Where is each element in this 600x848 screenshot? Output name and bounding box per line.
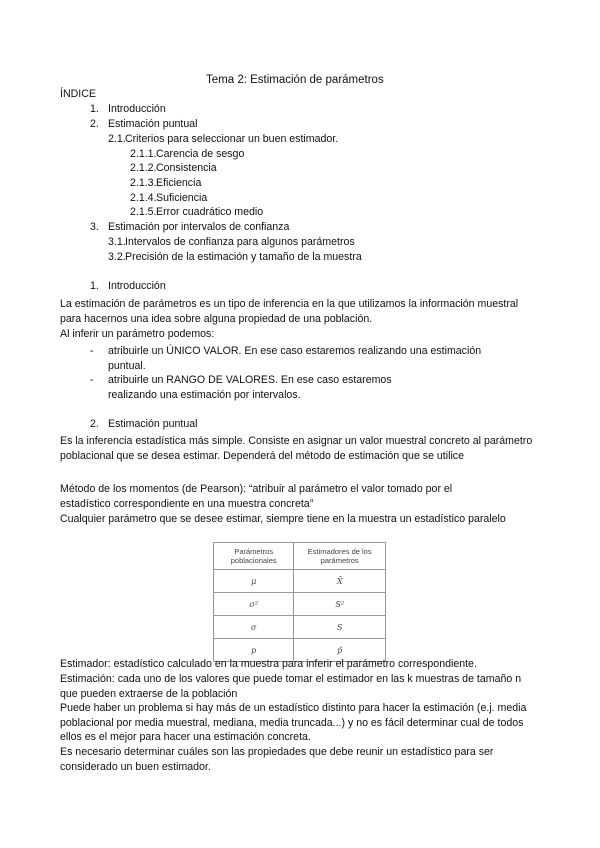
paragraph: Estimador: estadístico calculado en la muestra para inferir el parámetro correspondiente. (60, 658, 477, 670)
paragraph: La estimación de parámetros es un tipo de inferencia en la que utilizamos la información muestral para hacernos una idea sobre alguna propiedad de una población. (60, 298, 519, 325)
table-cell: S (294, 616, 386, 639)
table-cell: σ (214, 616, 294, 639)
table-cell: p̂ (294, 639, 386, 662)
section-heading: 2. Estimación puntual (90, 418, 198, 430)
toc-item: 2.1.3.Eficiencia (130, 177, 202, 189)
document-title: Tema 2: Estimación de parámetros (206, 74, 384, 86)
toc-item: 2.1.5.Error cuadrático medio (130, 206, 264, 218)
paragraph: Método de los momentos (de Pearson): “atribuir al parámetro el valor tomado por el estadístico correspondiente en una muestra concreta” (60, 483, 453, 510)
toc-item: 3.2.Precisión de la estimación y tamaño de la muestra (108, 251, 362, 263)
toc-item: 3. Estimación por intervalos de confianza (90, 221, 290, 233)
table-header: Estimadores de los parámetros (294, 543, 386, 570)
paragraph: Al inferir un parámetro podemos: (60, 328, 215, 340)
bullet-dash: - (90, 374, 94, 386)
paragraph: Puede haber un problema si hay más de un estadístico distinto para hacer la estimación (e.j. media poblacional por media muestral, mediana, media truncada...) y no es fácil determinar cual de todos ellos es el mejor para hacer una estimación concreta. (60, 702, 527, 744)
table-cell: σ² (214, 593, 294, 616)
paragraph: Cualquier parámetro que se desee estimar, siempre tiene en la muestra un estadístico paralelo (60, 513, 506, 525)
table-cell: X̄ (294, 570, 386, 593)
table-cell: p (214, 639, 294, 662)
paragraph: Es la inferencia estadística más simple. Consiste en asignar un valor muestral concreto al parámetro poblacional que se desea estimar. Dependerá del método de estimación que se utilice (60, 435, 533, 462)
toc-item: 2.1.1.Carencia de sesgo (130, 148, 245, 160)
table-row (214, 593, 386, 616)
parameters-table (213, 542, 386, 662)
index-heading: ÍNDICE (60, 88, 96, 100)
table-cell: S² (294, 593, 386, 616)
table-row (214, 570, 386, 593)
toc-item: 2.1.4.Suficiencia (130, 192, 208, 204)
table-header-row (214, 543, 386, 570)
bullet-item: atribuirle un ÚNICO VALOR. En ese caso estaremos realizando una estimación puntual. (108, 345, 482, 372)
bullet-item: atribuirle un RANGO DE VALORES. En ese caso estaremos realizando una estimación por intervalos. (108, 374, 392, 401)
table-header: Parámetros poblacionales (214, 543, 294, 570)
toc-item: 1. Introducción (90, 103, 166, 115)
toc-item: 2. Estimación puntual (90, 118, 198, 130)
toc-item: 2.1.2.Consistencia (130, 162, 217, 174)
table-row (214, 616, 386, 639)
toc-item: 3.1.Intervalos de confianza para algunos parámetros (108, 236, 355, 248)
paragraph: Es necesario determinar cuáles son las propiedades que debe reunir un estadístico para ser considerado un buen estimador. (60, 746, 494, 773)
section-heading: 1. Introducción (90, 280, 166, 292)
table-cell: μ (214, 570, 294, 593)
toc-item: 2.1.Criterios para seleccionar un buen estimador. (108, 133, 339, 145)
bullet-dash: - (90, 345, 94, 357)
paragraph: Estimación: cada uno de los valores que puede tomar el estimador en las k muestras de tamaño n que pueden extraerse de la población (60, 673, 522, 700)
